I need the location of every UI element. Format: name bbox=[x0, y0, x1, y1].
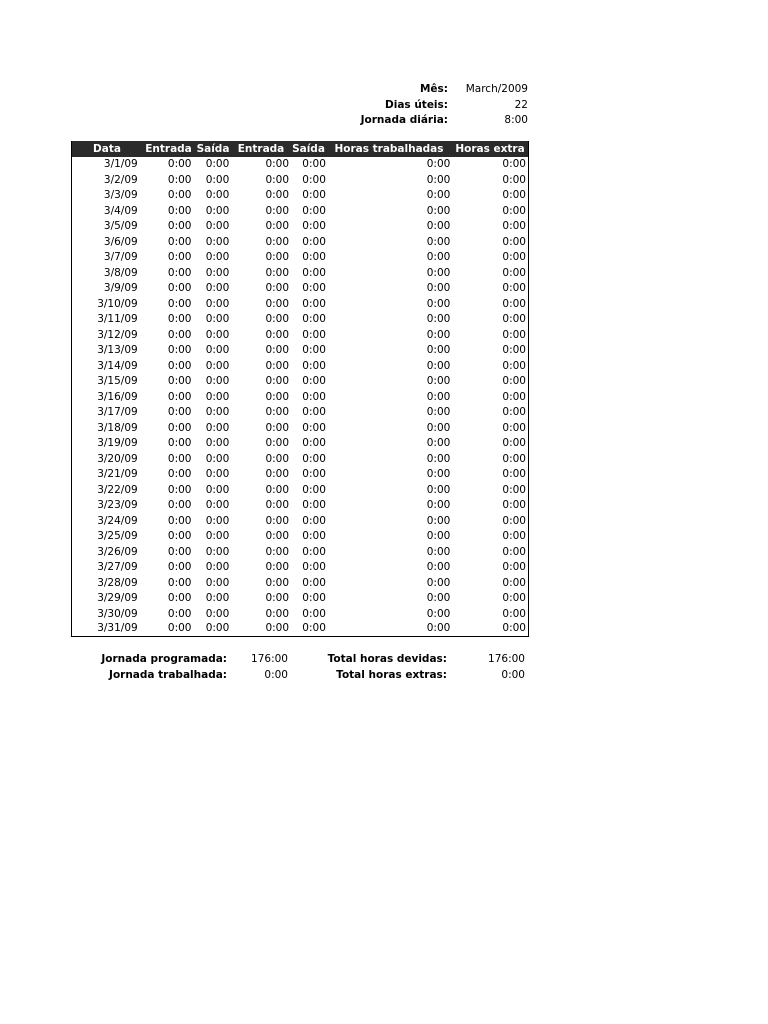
table-row bbox=[72, 359, 528, 375]
cell-overtime[interactable]: 0:00 bbox=[502, 437, 526, 449]
cell-entry-1[interactable]: 0:00 bbox=[167, 204, 192, 217]
cell-entry-2[interactable]: 0:00 bbox=[265, 499, 290, 511]
cell-date[interactable]: 3/9/09 bbox=[103, 282, 138, 294]
cell-entry-2[interactable]: 0:00 bbox=[265, 313, 290, 325]
cell-entry-1[interactable]: 0:00 bbox=[167, 421, 192, 434]
cell-exit-2[interactable]: 0:00 bbox=[302, 576, 326, 589]
cell-overtime[interactable]: 0:00 bbox=[502, 452, 526, 465]
cell-date[interactable]: 3/18/09 bbox=[97, 421, 138, 434]
cell-overtime[interactable]: 0:00 bbox=[502, 607, 526, 620]
cell-entry-1[interactable]: 0:00 bbox=[167, 452, 192, 465]
cell-exit-2[interactable]: 0:00 bbox=[302, 622, 326, 634]
cell-entry-2[interactable]: 0:00 bbox=[265, 344, 290, 356]
cell-entry-2[interactable]: 0:00 bbox=[265, 514, 290, 527]
cell-exit-2[interactable]: 0:00 bbox=[302, 158, 326, 170]
table-row bbox=[72, 219, 528, 235]
cell-date[interactable]: 3/13/09 bbox=[97, 344, 138, 356]
cell-entry-2[interactable]: 0:00 bbox=[265, 204, 290, 217]
cell-exit-2[interactable]: 0:00 bbox=[302, 328, 326, 341]
cell-overtime[interactable]: 0:00 bbox=[502, 530, 526, 542]
table-row bbox=[72, 607, 528, 623]
table-row bbox=[72, 343, 528, 359]
cell-hours-worked[interactable]: 0:00 bbox=[426, 282, 451, 294]
table-row bbox=[72, 173, 528, 189]
cell-exit-2[interactable]: 0:00 bbox=[302, 483, 326, 496]
cell-overtime[interactable]: 0:00 bbox=[502, 561, 526, 573]
table-row bbox=[72, 529, 528, 545]
month-label: Mês: bbox=[419, 83, 448, 95]
cell-entry-1[interactable]: 0:00 bbox=[167, 468, 192, 480]
cell-overtime[interactable]: 0:00 bbox=[502, 468, 526, 480]
cell-exit-1[interactable]: 0:00 bbox=[205, 359, 230, 372]
cell-hours-worked[interactable]: 0:00 bbox=[426, 622, 451, 634]
cell-date[interactable]: 3/19/09 bbox=[97, 437, 138, 449]
cell-exit-1[interactable]: 0:00 bbox=[205, 328, 230, 341]
cell-hours-worked[interactable]: 0:00 bbox=[426, 375, 451, 387]
cell-exit-1[interactable]: 0:00 bbox=[205, 545, 230, 558]
cell-entry-1[interactable]: 0:00 bbox=[167, 220, 192, 232]
cell-entry-2[interactable]: 0:00 bbox=[265, 282, 290, 294]
cell-date[interactable]: 3/20/09 bbox=[97, 452, 138, 465]
cell-hours-worked[interactable]: 0:00 bbox=[426, 251, 451, 263]
cell-entry-1[interactable]: 0:00 bbox=[167, 235, 192, 248]
cell-entry-1[interactable]: 0:00 bbox=[167, 530, 192, 542]
cell-overtime[interactable]: 0:00 bbox=[502, 235, 526, 248]
cell-overtime[interactable]: 0:00 bbox=[502, 220, 526, 232]
cell-entry-2[interactable]: 0:00 bbox=[265, 173, 290, 186]
cell-entry-1[interactable]: 0:00 bbox=[167, 499, 192, 511]
cell-exit-2[interactable]: 0:00 bbox=[302, 421, 326, 434]
cell-date[interactable]: 3/5/09 bbox=[103, 220, 138, 232]
cell-entry-2[interactable]: 0:00 bbox=[265, 607, 290, 620]
cell-hours-worked[interactable]: 0:00 bbox=[426, 514, 451, 527]
cell-date[interactable]: 3/4/09 bbox=[103, 204, 138, 217]
cell-exit-1[interactable]: 0:00 bbox=[205, 406, 230, 418]
cell-hours-worked[interactable]: 0:00 bbox=[426, 545, 451, 558]
cell-entry-2[interactable]: 0:00 bbox=[265, 561, 290, 573]
table-row bbox=[72, 514, 528, 530]
cell-exit-1[interactable]: 0:00 bbox=[205, 530, 230, 542]
cell-hours-worked[interactable]: 0:00 bbox=[426, 173, 451, 186]
cell-entry-2[interactable]: 0:00 bbox=[265, 468, 290, 480]
cell-entry-2[interactable]: 0:00 bbox=[265, 266, 290, 279]
cell-hours-worked[interactable]: 0:00 bbox=[426, 313, 451, 325]
cell-date[interactable]: 3/23/09 bbox=[97, 499, 138, 511]
header-overtime: Horas extra bbox=[455, 143, 525, 155]
cell-entry-2[interactable]: 0:00 bbox=[265, 328, 290, 341]
cell-date[interactable]: 3/7/09 bbox=[103, 251, 138, 263]
cell-hours-worked[interactable]: 0:00 bbox=[426, 266, 451, 279]
cell-exit-2[interactable]: 0:00 bbox=[302, 592, 326, 604]
table-row bbox=[72, 188, 528, 204]
cell-overtime[interactable]: 0:00 bbox=[502, 328, 526, 341]
summary-section bbox=[71, 651, 527, 683]
cell-exit-1[interactable]: 0:00 bbox=[205, 344, 230, 356]
cell-entry-1[interactable]: 0:00 bbox=[167, 622, 192, 634]
cell-overtime[interactable]: 0:00 bbox=[502, 266, 526, 279]
daily-hours-value[interactable]: 8:00 bbox=[504, 114, 528, 126]
cell-exit-2[interactable]: 0:00 bbox=[302, 561, 326, 573]
cell-exit-2[interactable]: 0:00 bbox=[302, 437, 326, 449]
cell-exit-1[interactable]: 0:00 bbox=[205, 514, 230, 527]
cell-entry-1[interactable]: 0:00 bbox=[167, 328, 192, 341]
cell-overtime[interactable]: 0:00 bbox=[502, 622, 526, 634]
cell-exit-1[interactable]: 0:00 bbox=[205, 189, 230, 201]
cell-date[interactable]: 3/29/09 bbox=[97, 592, 138, 604]
cell-overtime[interactable]: 0:00 bbox=[502, 592, 526, 604]
cell-entry-2[interactable]: 0:00 bbox=[265, 622, 290, 634]
table-row bbox=[72, 235, 528, 251]
cell-hours-worked[interactable]: 0:00 bbox=[426, 158, 451, 170]
cell-date[interactable]: 3/24/09 bbox=[97, 514, 138, 527]
cell-exit-2[interactable]: 0:00 bbox=[302, 390, 326, 403]
table-row bbox=[72, 328, 528, 344]
cell-exit-2[interactable]: 0:00 bbox=[302, 406, 326, 418]
table-row bbox=[72, 157, 528, 173]
summary-row bbox=[71, 667, 527, 683]
table-row bbox=[72, 266, 528, 282]
cell-hours-worked[interactable]: 0:00 bbox=[426, 344, 451, 356]
cell-overtime[interactable]: 0:00 bbox=[502, 545, 526, 558]
summary-row bbox=[71, 651, 527, 667]
cell-exit-2[interactable]: 0:00 bbox=[302, 189, 326, 201]
workdays-value[interactable]: 22 bbox=[514, 98, 528, 111]
cell-exit-2[interactable]: 0:00 bbox=[302, 468, 326, 480]
cell-overtime[interactable]: 0:00 bbox=[502, 359, 526, 372]
cell-date[interactable]: 3/27/09 bbox=[97, 561, 138, 573]
cell-hours-worked[interactable]: 0:00 bbox=[426, 592, 451, 604]
cell-entry-2[interactable]: 0:00 bbox=[265, 390, 290, 403]
cell-entry-1[interactable]: 0:00 bbox=[167, 189, 192, 201]
cell-entry-1[interactable]: 0:00 bbox=[167, 390, 192, 403]
cell-exit-1[interactable]: 0:00 bbox=[205, 220, 230, 232]
cell-entry-1[interactable]: 0:00 bbox=[167, 158, 192, 170]
cell-hours-worked[interactable]: 0:00 bbox=[426, 406, 451, 418]
table-row bbox=[72, 390, 528, 406]
cell-exit-1[interactable]: 0:00 bbox=[205, 282, 230, 294]
cell-exit-1[interactable]: 0:00 bbox=[205, 592, 230, 604]
cell-entry-1[interactable]: 0:00 bbox=[167, 576, 192, 589]
cell-entry-2[interactable]: 0:00 bbox=[265, 158, 290, 170]
cell-date[interactable]: 3/3/09 bbox=[103, 189, 138, 201]
cell-exit-2[interactable]: 0:00 bbox=[302, 235, 326, 248]
cell-date[interactable]: 3/16/09 bbox=[97, 390, 138, 403]
cell-hours-worked[interactable]: 0:00 bbox=[426, 607, 451, 620]
cell-overtime[interactable]: 0:00 bbox=[502, 499, 526, 511]
cell-hours-worked[interactable]: 0:00 bbox=[426, 204, 451, 217]
cell-overtime[interactable]: 0:00 bbox=[502, 297, 526, 310]
cell-hours-worked[interactable]: 0:00 bbox=[426, 437, 451, 449]
cell-date[interactable]: 3/21/09 bbox=[97, 468, 138, 480]
cell-entry-1[interactable]: 0:00 bbox=[167, 514, 192, 527]
cell-hours-worked[interactable]: 0:00 bbox=[426, 468, 451, 480]
cell-entry-1[interactable]: 0:00 bbox=[167, 483, 192, 496]
cell-date[interactable]: 3/10/09 bbox=[97, 297, 138, 310]
cell-exit-1[interactable]: 0:00 bbox=[205, 576, 230, 589]
cell-date[interactable]: 3/22/09 bbox=[97, 483, 138, 496]
cell-overtime[interactable]: 0:00 bbox=[502, 189, 526, 201]
cell-exit-2[interactable]: 0:00 bbox=[302, 297, 326, 310]
cell-hours-worked[interactable]: 0:00 bbox=[426, 220, 451, 232]
cell-entry-2[interactable]: 0:00 bbox=[265, 483, 290, 496]
cell-exit-1[interactable]: 0:00 bbox=[205, 297, 230, 310]
cell-exit-2[interactable]: 0:00 bbox=[302, 375, 326, 387]
table-row bbox=[72, 560, 528, 576]
hours-owed-label: Total horas devidas: bbox=[327, 653, 447, 665]
cell-exit-1[interactable]: 0:00 bbox=[205, 483, 230, 496]
cell-exit-2[interactable]: 0:00 bbox=[302, 266, 326, 279]
month-value[interactable]: March/2009 bbox=[465, 83, 528, 95]
cell-exit-1[interactable]: 0:00 bbox=[205, 266, 230, 279]
table-row bbox=[72, 576, 528, 592]
cell-exit-2[interactable]: 0:00 bbox=[302, 220, 326, 232]
cell-exit-1[interactable]: 0:00 bbox=[205, 204, 230, 217]
cell-exit-1[interactable]: 0:00 bbox=[205, 499, 230, 511]
table-row bbox=[72, 312, 528, 328]
cell-date[interactable]: 3/12/09 bbox=[97, 328, 138, 341]
cell-date[interactable]: 3/1/09 bbox=[103, 158, 138, 170]
table-row bbox=[72, 374, 528, 390]
cell-overtime[interactable]: 0:00 bbox=[502, 251, 526, 263]
worked-hours-label: Jornada trabalhada: bbox=[109, 669, 227, 681]
cell-date[interactable]: 3/8/09 bbox=[103, 266, 138, 279]
header-entry-2: Entrada bbox=[237, 143, 285, 155]
cell-hours-worked[interactable]: 0:00 bbox=[426, 452, 451, 465]
cell-entry-1[interactable]: 0:00 bbox=[167, 406, 192, 418]
cell-hours-worked[interactable]: 0:00 bbox=[426, 297, 451, 310]
workdays-label: Dias úteis: bbox=[385, 98, 448, 111]
cell-entry-1[interactable]: 0:00 bbox=[167, 282, 192, 294]
table-row bbox=[72, 498, 528, 514]
cell-hours-worked[interactable]: 0:00 bbox=[426, 561, 451, 573]
cell-entry-1[interactable]: 0:00 bbox=[167, 266, 192, 279]
cell-date[interactable]: 3/2/09 bbox=[103, 173, 138, 186]
cell-date[interactable]: 3/25/09 bbox=[97, 530, 138, 542]
cell-entry-2[interactable]: 0:00 bbox=[265, 406, 290, 418]
cell-exit-2[interactable]: 0:00 bbox=[302, 173, 326, 186]
cell-entry-1[interactable]: 0:00 bbox=[167, 545, 192, 558]
cell-entry-2[interactable]: 0:00 bbox=[265, 545, 290, 558]
table-row bbox=[72, 591, 528, 607]
cell-exit-1[interactable]: 0:00 bbox=[205, 235, 230, 248]
cell-exit-1[interactable]: 0:00 bbox=[205, 421, 230, 434]
cell-entry-1[interactable]: 0:00 bbox=[167, 375, 192, 387]
table-row bbox=[72, 545, 528, 561]
cell-overtime[interactable]: 0:00 bbox=[502, 204, 526, 217]
cell-exit-2[interactable]: 0:00 bbox=[302, 514, 326, 527]
cell-hours-worked[interactable]: 0:00 bbox=[426, 483, 451, 496]
header-date: Data bbox=[93, 143, 121, 155]
cell-hours-worked[interactable]: 0:00 bbox=[426, 189, 451, 201]
cell-entry-2[interactable]: 0:00 bbox=[265, 359, 290, 372]
cell-exit-2[interactable]: 0:00 bbox=[302, 282, 326, 294]
cell-entry-2[interactable]: 0:00 bbox=[265, 235, 290, 248]
scheduled-hours-value[interactable]: 176:00 bbox=[251, 653, 288, 665]
workdays-row bbox=[330, 98, 528, 114]
cell-overtime[interactable]: 0:00 bbox=[502, 173, 526, 186]
cell-entry-2[interactable]: 0:00 bbox=[265, 452, 290, 465]
scheduled-hours-label: Jornada programada: bbox=[101, 653, 227, 665]
header-exit-1: Saída bbox=[196, 143, 230, 155]
header-hours-worked: Horas trabalhadas bbox=[334, 143, 444, 155]
cell-hours-worked[interactable]: 0:00 bbox=[426, 576, 451, 589]
cell-entry-2[interactable]: 0:00 bbox=[265, 421, 290, 434]
cell-entry-2[interactable]: 0:00 bbox=[265, 189, 290, 201]
cell-exit-2[interactable]: 0:00 bbox=[302, 313, 326, 325]
table-row bbox=[72, 436, 528, 452]
overtime-total-value[interactable]: 0:00 bbox=[501, 669, 525, 681]
table-row bbox=[72, 297, 528, 313]
cell-entry-1[interactable]: 0:00 bbox=[167, 344, 192, 356]
cell-date[interactable]: 3/30/09 bbox=[97, 607, 138, 620]
cell-overtime[interactable]: 0:00 bbox=[502, 406, 526, 418]
cell-entry-1[interactable]: 0:00 bbox=[167, 359, 192, 372]
worked-hours-value[interactable]: 0:00 bbox=[264, 669, 288, 681]
cell-exit-2[interactable]: 0:00 bbox=[302, 452, 326, 465]
overtime-total-label: Total horas extras: bbox=[336, 669, 447, 681]
cell-entry-1[interactable]: 0:00 bbox=[167, 173, 192, 186]
cell-exit-1[interactable]: 0:00 bbox=[205, 468, 230, 480]
cell-entry-1[interactable]: 0:00 bbox=[167, 592, 192, 604]
cell-exit-2[interactable]: 0:00 bbox=[302, 499, 326, 511]
cell-date[interactable]: 3/15/09 bbox=[97, 375, 138, 387]
cell-overtime[interactable]: 0:00 bbox=[502, 375, 526, 387]
cell-entry-2[interactable]: 0:00 bbox=[265, 437, 290, 449]
cell-exit-1[interactable]: 0:00 bbox=[205, 452, 230, 465]
cell-exit-1[interactable]: 0:00 bbox=[205, 622, 230, 634]
table-row bbox=[72, 250, 528, 266]
cell-exit-1[interactable]: 0:00 bbox=[205, 437, 230, 449]
cell-entry-2[interactable]: 0:00 bbox=[265, 297, 290, 310]
cell-entry-2[interactable]: 0:00 bbox=[265, 375, 290, 387]
cell-exit-2[interactable]: 0:00 bbox=[302, 251, 326, 263]
cell-entry-2[interactable]: 0:00 bbox=[265, 220, 290, 232]
cell-date[interactable]: 3/28/09 bbox=[97, 576, 138, 589]
cell-exit-2[interactable]: 0:00 bbox=[302, 359, 326, 372]
table-row bbox=[72, 483, 528, 499]
cell-exit-1[interactable]: 0:00 bbox=[205, 158, 230, 170]
daily-hours-label: Jornada diária: bbox=[360, 114, 448, 126]
cell-exit-1[interactable]: 0:00 bbox=[205, 561, 230, 573]
table-row bbox=[72, 421, 528, 437]
cell-overtime[interactable]: 0:00 bbox=[502, 483, 526, 496]
timesheet-table bbox=[71, 141, 529, 637]
cell-date[interactable]: 3/14/09 bbox=[97, 359, 138, 372]
cell-exit-1[interactable]: 0:00 bbox=[205, 375, 230, 387]
cell-exit-2[interactable]: 0:00 bbox=[302, 607, 326, 620]
cell-hours-worked[interactable]: 0:00 bbox=[426, 359, 451, 372]
table-row bbox=[72, 452, 528, 468]
table-row bbox=[72, 281, 528, 297]
cell-exit-2[interactable]: 0:00 bbox=[302, 545, 326, 558]
cell-hours-worked[interactable]: 0:00 bbox=[426, 499, 451, 511]
cell-entry-1[interactable]: 0:00 bbox=[167, 561, 192, 573]
header-entry-1: Entrada bbox=[145, 143, 192, 155]
cell-exit-2[interactable]: 0:00 bbox=[302, 204, 326, 217]
cell-overtime[interactable]: 0:00 bbox=[502, 421, 526, 434]
cell-overtime[interactable]: 0:00 bbox=[502, 313, 526, 325]
cell-hours-worked[interactable]: 0:00 bbox=[426, 328, 451, 341]
cell-overtime[interactable]: 0:00 bbox=[502, 282, 526, 294]
cell-entry-1[interactable]: 0:00 bbox=[167, 607, 192, 620]
cell-overtime[interactable]: 0:00 bbox=[502, 344, 526, 356]
cell-exit-1[interactable]: 0:00 bbox=[205, 607, 230, 620]
cell-date[interactable]: 3/17/09 bbox=[97, 406, 138, 418]
cell-entry-1[interactable]: 0:00 bbox=[167, 251, 192, 263]
cell-entry-1[interactable]: 0:00 bbox=[167, 297, 192, 310]
cell-overtime[interactable]: 0:00 bbox=[502, 158, 526, 170]
cell-exit-2[interactable]: 0:00 bbox=[302, 530, 326, 542]
cell-entry-2[interactable]: 0:00 bbox=[265, 576, 290, 589]
cell-overtime[interactable]: 0:00 bbox=[502, 514, 526, 527]
cell-exit-2[interactable]: 0:00 bbox=[302, 344, 326, 356]
daily-hours-row bbox=[330, 113, 528, 129]
cell-exit-1[interactable]: 0:00 bbox=[205, 313, 230, 325]
table-row bbox=[72, 204, 528, 220]
cell-date[interactable]: 3/11/09 bbox=[97, 313, 138, 325]
header-exit-2: Saída bbox=[292, 143, 325, 155]
table-body bbox=[72, 157, 528, 636]
table-row bbox=[72, 622, 528, 636]
hours-owed-value[interactable]: 176:00 bbox=[488, 653, 525, 665]
cell-date[interactable]: 3/6/09 bbox=[103, 235, 138, 248]
cell-overtime[interactable]: 0:00 bbox=[502, 576, 526, 589]
cell-entry-2[interactable]: 0:00 bbox=[265, 530, 290, 542]
cell-exit-1[interactable]: 0:00 bbox=[205, 251, 230, 263]
table-row bbox=[72, 405, 528, 421]
cell-entry-1[interactable]: 0:00 bbox=[167, 437, 192, 449]
cell-exit-1[interactable]: 0:00 bbox=[205, 173, 230, 186]
cell-overtime[interactable]: 0:00 bbox=[502, 390, 526, 403]
cell-hours-worked[interactable]: 0:00 bbox=[426, 530, 451, 542]
cell-entry-1[interactable]: 0:00 bbox=[167, 313, 192, 325]
cell-hours-worked[interactable]: 0:00 bbox=[426, 390, 451, 403]
month-row bbox=[330, 82, 528, 98]
month-info bbox=[330, 82, 528, 129]
cell-date[interactable]: 3/26/09 bbox=[97, 545, 138, 558]
table-header bbox=[72, 141, 528, 157]
table-row bbox=[72, 467, 528, 483]
cell-date[interactable]: 3/31/09 bbox=[97, 622, 138, 634]
cell-hours-worked[interactable]: 0:00 bbox=[426, 421, 451, 434]
cell-exit-1[interactable]: 0:00 bbox=[205, 390, 230, 403]
cell-hours-worked[interactable]: 0:00 bbox=[426, 235, 451, 248]
cell-entry-2[interactable]: 0:00 bbox=[265, 592, 290, 604]
cell-entry-2[interactable]: 0:00 bbox=[265, 251, 290, 263]
